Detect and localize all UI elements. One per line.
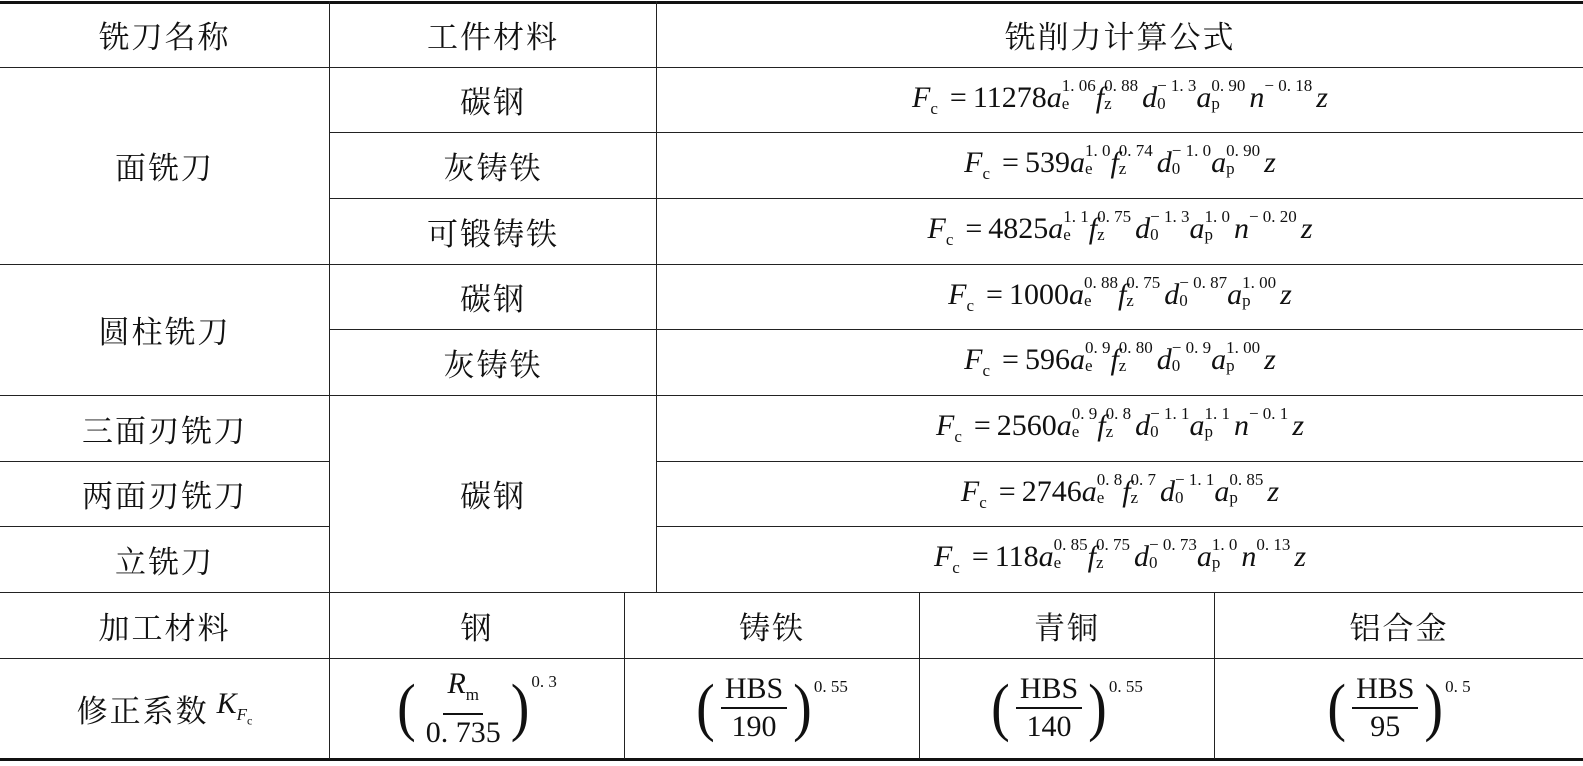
ap-subscript: p xyxy=(1226,159,1235,179)
n-scripts xyxy=(1264,75,1313,113)
fraction: $\frac{\text{HBS}}{190}$ xyxy=(721,673,787,743)
ap-symbol: a xyxy=(1189,409,1205,442)
formula xyxy=(960,469,1280,513)
fz-subscript: z xyxy=(1126,290,1134,310)
d0-subscript: 0 xyxy=(1179,290,1188,310)
d0-scripts xyxy=(1157,75,1197,113)
n-scripts xyxy=(1256,535,1291,572)
coefficient: 1000 xyxy=(1008,277,1069,311)
fz-scripts xyxy=(1130,469,1157,507)
ae-exponent: 0. 85 xyxy=(1053,535,1088,555)
sub-c: c xyxy=(979,492,987,512)
d0-subscript: 0 xyxy=(1171,159,1181,179)
ap-subscript: p xyxy=(1229,487,1238,507)
d0-symbol: d xyxy=(1156,146,1172,179)
sub-c: c xyxy=(930,98,938,118)
cutter-end: 立铣刀 xyxy=(115,544,214,581)
ap-symbol: a xyxy=(1196,540,1212,573)
fz-subscript: z xyxy=(1104,93,1112,113)
material-cell: 灰铸铁 xyxy=(443,150,543,187)
coefficient: 539 xyxy=(1024,146,1070,179)
fz-scripts xyxy=(1097,207,1132,245)
label-processing-material: 加工材料 xyxy=(98,610,231,647)
cutter-two-side: 两面刃铣刀 xyxy=(82,479,247,515)
header-cutter-name: 铣刀名称 xyxy=(98,20,231,56)
bottom-rule xyxy=(0,758,1583,761)
ae-symbol: a xyxy=(1056,409,1072,442)
n-symbol: n xyxy=(1241,540,1257,573)
left-paren: ( xyxy=(397,672,416,744)
fz-symbol: f xyxy=(1110,343,1119,376)
fz-subscript: z xyxy=(1118,159,1127,179)
d0-exponent: − 0. 87 xyxy=(1179,272,1228,292)
d0-symbol: d xyxy=(1160,474,1176,508)
ae-symbol: a xyxy=(1046,80,1062,114)
formula-cell xyxy=(657,67,1583,132)
n-subscript xyxy=(1249,423,1288,441)
ae-subscript: e xyxy=(1061,93,1070,113)
ae-scripts xyxy=(1053,535,1088,573)
d0-scripts xyxy=(1150,207,1190,245)
ae-subscript: e xyxy=(1063,225,1071,245)
symbol-z: z xyxy=(1300,212,1313,245)
ae-subscript: e xyxy=(1053,553,1062,573)
ae-symbol: a xyxy=(1068,277,1084,311)
material-cell: 可锻铸铁 xyxy=(427,216,559,253)
sub-c: c xyxy=(954,427,962,446)
ap-scripts xyxy=(1204,404,1230,442)
ae-exponent: 0. 8 xyxy=(1096,469,1123,489)
symbol-F: F xyxy=(912,80,931,114)
d0-exponent: − 0. 73 xyxy=(1149,535,1197,555)
fraction: $\frac{\text{HBS}}{140}$ xyxy=(1016,673,1082,743)
ae-scripts xyxy=(1061,75,1096,113)
n-scripts xyxy=(1248,404,1289,441)
ae-subscript: e xyxy=(1084,356,1093,376)
n-symbol: n xyxy=(1233,409,1249,442)
ap-scripts xyxy=(1211,535,1238,573)
fz-scripts xyxy=(1105,404,1132,442)
symbol-z: z xyxy=(1292,409,1304,442)
fz-exponent: 0. 88 xyxy=(1104,75,1139,95)
formula-cell xyxy=(657,264,1583,329)
material-cell: 碳钢 xyxy=(460,282,526,318)
equals: = xyxy=(998,474,1016,508)
formula-cell xyxy=(657,526,1583,592)
fz-scripts xyxy=(1126,272,1161,310)
symbol-F: F xyxy=(948,277,967,311)
equals: = xyxy=(971,540,989,573)
ap-subscript: p xyxy=(1204,225,1213,245)
fz-subscript: z xyxy=(1097,225,1105,245)
formula xyxy=(935,404,1304,447)
symbol-z: z xyxy=(1294,540,1307,573)
ae-scripts xyxy=(1096,469,1123,507)
ae-exponent: 0. 9 xyxy=(1071,404,1098,424)
fz-exponent: 0. 7 xyxy=(1130,469,1157,489)
cutter-cylinder: 圆柱铣刀 xyxy=(98,315,231,351)
formula xyxy=(912,75,1328,119)
factor-cast-iron xyxy=(625,658,919,758)
ap-subscript: p xyxy=(1211,93,1220,113)
d0-subscript: 0 xyxy=(1157,93,1166,113)
ap-symbol: a xyxy=(1227,277,1243,311)
factor-aluminum xyxy=(1215,658,1583,758)
ap-subscript: p xyxy=(1204,422,1213,442)
fz-exponent: 0. 75 xyxy=(1097,207,1132,227)
n-symbol: n xyxy=(1233,212,1249,245)
n-exponent: − 0. 18 xyxy=(1264,75,1313,95)
ae-symbol: a xyxy=(1038,540,1054,573)
ap-exponent: 0. 85 xyxy=(1229,469,1264,489)
factor-steel xyxy=(330,658,624,758)
right-paren: ) xyxy=(793,672,812,744)
fz-subscript: z xyxy=(1118,356,1127,376)
material-cell: 碳钢 xyxy=(460,479,526,515)
d0-subscript: 0 xyxy=(1175,487,1184,507)
fz-symbol: f xyxy=(1110,146,1119,179)
equals: = xyxy=(965,212,983,245)
left-paren: ( xyxy=(696,672,715,744)
ae-scripts xyxy=(1084,141,1111,179)
d0-symbol: d xyxy=(1134,540,1149,573)
d0-exponent: − 1. 0 xyxy=(1171,141,1212,161)
coefficient: 596 xyxy=(1024,343,1070,376)
equals: = xyxy=(986,277,1003,311)
coefficient: 11278 xyxy=(972,80,1047,114)
fz-symbol: f xyxy=(1117,277,1127,311)
d0-symbol: d xyxy=(1164,277,1180,311)
n-exponent: − 0. 20 xyxy=(1248,207,1297,227)
n-exponent: 0. 13 xyxy=(1256,535,1291,555)
symbol-z: z xyxy=(1267,474,1280,508)
n-subscript xyxy=(1256,554,1290,572)
ap-exponent: 1. 0 xyxy=(1211,535,1238,555)
ae-scripts xyxy=(1071,404,1098,442)
exponent: 0. 55 xyxy=(813,677,848,696)
coefficient: 4825 xyxy=(988,212,1049,245)
fz-scripts xyxy=(1118,338,1153,376)
ap-exponent: 1. 0 xyxy=(1204,207,1230,227)
coefficient: 2746 xyxy=(1021,474,1082,508)
symbol-F: F xyxy=(960,474,980,508)
symbol-z: z xyxy=(1264,146,1276,179)
equals: = xyxy=(949,80,967,114)
ae-exponent: 1. 0 xyxy=(1084,141,1111,161)
ae-scripts xyxy=(1083,272,1118,310)
ae-symbol: a xyxy=(1048,212,1064,245)
formula-cell xyxy=(657,395,1583,461)
ae-exponent: 1. 06 xyxy=(1061,75,1096,95)
ap-scripts xyxy=(1226,141,1261,179)
symbol-z: z xyxy=(1264,343,1276,376)
symbol-F: F xyxy=(964,343,983,376)
fz-subscript: z xyxy=(1096,553,1104,573)
ap-exponent: 1. 00 xyxy=(1226,338,1261,358)
fz-exponent: 0. 80 xyxy=(1118,338,1153,358)
fz-scripts xyxy=(1104,75,1139,113)
formula xyxy=(948,272,1292,316)
ae-subscript: e xyxy=(1096,487,1105,507)
d0-scripts xyxy=(1171,338,1212,376)
label-correction-factor xyxy=(0,658,329,758)
header-formula: 铣削力计算公式 xyxy=(1004,20,1236,56)
ae-subscript: e xyxy=(1084,159,1093,179)
sub-c: c xyxy=(945,230,954,249)
fz-symbol: f xyxy=(1122,474,1131,508)
factor-bronze xyxy=(920,658,1214,758)
d0-symbol: d xyxy=(1156,343,1172,376)
n-exponent: − 0. 1 xyxy=(1248,404,1289,424)
sub-c: c xyxy=(982,361,991,380)
k-symbol: $K_{F_c}$ xyxy=(216,687,253,728)
fz-exponent: 0. 75 xyxy=(1126,272,1161,292)
formula-cell xyxy=(657,329,1583,395)
ap-symbol: a xyxy=(1214,474,1230,508)
symbol-F: F xyxy=(935,409,955,442)
fz-scripts xyxy=(1096,535,1130,573)
equals: = xyxy=(1002,343,1019,376)
ae-exponent: 0. 88 xyxy=(1083,272,1118,292)
ae-scripts xyxy=(1084,338,1111,376)
right-paren: ) xyxy=(510,672,530,744)
symbol-F: F xyxy=(927,212,946,245)
ap-scripts xyxy=(1204,207,1230,245)
fz-scripts xyxy=(1118,141,1153,179)
d0-scripts xyxy=(1175,469,1215,507)
exponent: 0. 55 xyxy=(1108,677,1143,696)
d0-symbol: d xyxy=(1142,80,1158,114)
fz-exponent: 0. 74 xyxy=(1118,141,1153,161)
ap-scripts xyxy=(1211,75,1246,113)
n-subscript xyxy=(1249,226,1297,244)
d0-scripts xyxy=(1150,404,1190,442)
exponent: 0. 3 xyxy=(531,671,557,691)
d0-symbol: d xyxy=(1135,212,1151,245)
fz-subscript: z xyxy=(1130,487,1139,507)
sub-c: c xyxy=(982,164,991,183)
fraction: $\frac{R_m}{0. 735}$ xyxy=(425,666,501,749)
sub-c: c xyxy=(966,295,975,315)
material-cell: 灰铸铁 xyxy=(443,347,543,384)
ae-symbol: a xyxy=(1081,474,1097,508)
fz-exponent: 0. 8 xyxy=(1105,404,1132,424)
sub-c: c xyxy=(952,558,960,577)
equals: = xyxy=(1002,146,1019,179)
formula xyxy=(927,207,1313,250)
n-subscript xyxy=(1264,95,1312,113)
ap-symbol: a xyxy=(1211,146,1227,179)
symbol-z: z xyxy=(1280,277,1292,311)
d0-exponent: − 0. 9 xyxy=(1171,338,1212,358)
material-cell: 碳钢 xyxy=(460,85,526,121)
fz-symbol: f xyxy=(1088,212,1098,245)
d0-subscript: 0 xyxy=(1149,553,1158,573)
ae-subscript: e xyxy=(1083,290,1092,310)
d0-symbol: d xyxy=(1135,409,1151,442)
equals: = xyxy=(973,409,991,442)
ap-exponent: 0. 90 xyxy=(1211,75,1246,95)
ap-scripts xyxy=(1229,469,1264,507)
ap-subscript: p xyxy=(1242,290,1251,310)
fraction: $\frac{\text{HBS}}{95}$ xyxy=(1352,673,1418,743)
material-aluminum: 铝合金 xyxy=(1349,610,1449,647)
fz-symbol: f xyxy=(1095,80,1105,114)
exponent: 0. 5 xyxy=(1445,677,1471,696)
ap-symbol: a xyxy=(1211,343,1227,376)
correction-label-text: 修正系数 xyxy=(76,693,209,730)
ae-exponent: 0. 9 xyxy=(1084,338,1111,358)
formula-cell xyxy=(657,132,1583,198)
formula xyxy=(964,141,1276,184)
header-work-material: 工件材料 xyxy=(427,20,559,56)
d0-subscript: 0 xyxy=(1171,356,1181,376)
ap-symbol: a xyxy=(1189,212,1205,245)
ap-exponent: 0. 90 xyxy=(1226,141,1261,161)
right-paren: ) xyxy=(1088,672,1107,744)
ae-symbol: a xyxy=(1069,146,1085,179)
formula-cell xyxy=(657,198,1583,264)
d0-scripts xyxy=(1179,272,1228,310)
fz-symbol: f xyxy=(1087,540,1096,573)
formula xyxy=(964,338,1276,381)
d0-exponent: − 1. 1 xyxy=(1175,469,1215,489)
ap-subscript: p xyxy=(1211,553,1221,573)
ap-symbol: a xyxy=(1196,80,1212,114)
d0-subscript: 0 xyxy=(1150,422,1159,442)
symbol-F: F xyxy=(964,146,983,179)
d0-exponent: − 1. 1 xyxy=(1150,404,1190,424)
material-bronze: 青铜 xyxy=(1034,610,1100,647)
left-paren: ( xyxy=(1327,672,1347,744)
formula xyxy=(933,535,1307,578)
right-paren: ) xyxy=(1424,672,1444,744)
symbol-z: z xyxy=(1316,80,1328,114)
d0-exponent: − 1. 3 xyxy=(1150,207,1190,227)
symbol-F: F xyxy=(933,540,953,573)
ap-scripts xyxy=(1226,338,1261,376)
cutter-three-side: 三面刃铣刀 xyxy=(82,413,247,450)
n-scripts xyxy=(1248,207,1297,244)
coefficient: 118 xyxy=(994,540,1039,573)
ae-subscript: e xyxy=(1071,422,1080,442)
ap-exponent: 1. 1 xyxy=(1204,404,1230,424)
ae-scripts xyxy=(1063,207,1089,245)
material-steel: 钢 xyxy=(460,610,494,647)
d0-exponent: − 1. 3 xyxy=(1157,75,1197,95)
fz-subscript: z xyxy=(1105,422,1114,442)
formula-cell xyxy=(657,461,1583,526)
coefficient: 2560 xyxy=(996,409,1057,442)
ap-exponent: 1. 00 xyxy=(1242,272,1277,292)
fz-symbol: f xyxy=(1097,409,1106,442)
d0-scripts xyxy=(1149,535,1197,573)
cutter-face: 面铣刀 xyxy=(115,151,214,187)
ap-scripts xyxy=(1242,272,1277,310)
material-cast-iron: 铸铁 xyxy=(739,610,805,647)
d0-subscript: 0 xyxy=(1150,225,1159,245)
ae-exponent: 1. 1 xyxy=(1063,207,1089,227)
n-symbol: n xyxy=(1249,80,1265,114)
fz-exponent: 0. 75 xyxy=(1096,535,1130,555)
ap-subscript: p xyxy=(1226,356,1235,376)
left-paren: ( xyxy=(991,672,1010,744)
d0-scripts xyxy=(1171,141,1212,179)
ae-symbol: a xyxy=(1069,343,1085,376)
